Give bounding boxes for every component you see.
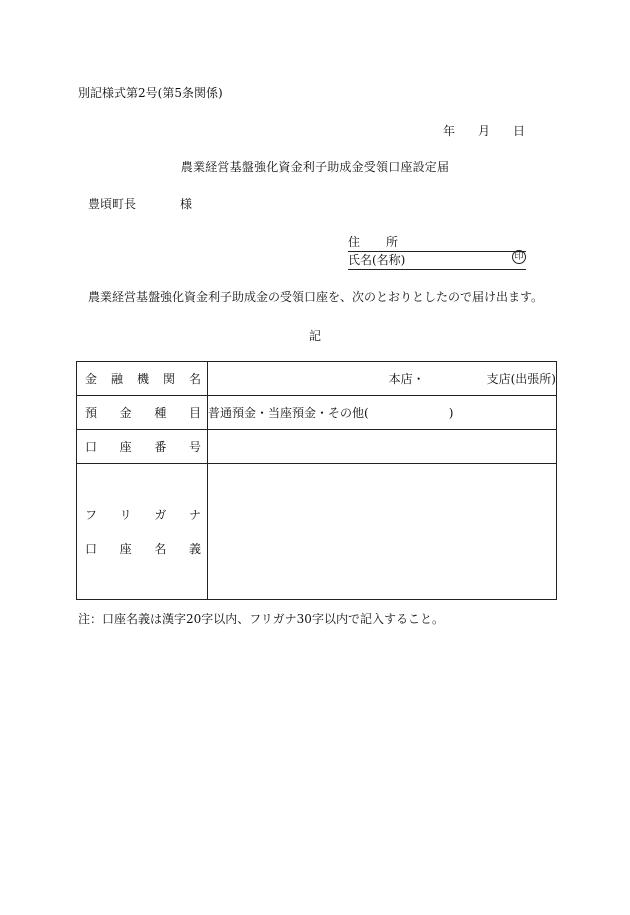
table-row-bank [77,362,557,396]
bank-name-field[interactable] [208,362,557,396]
branch-text: 支店(出張所) [486,372,556,386]
account-name-label [77,464,208,600]
bank-name-label: 金 融 機 関 名 [77,362,208,396]
furigana-label: フ リ ガ ナ [85,508,201,522]
sender-address-field[interactable] [348,233,526,252]
date-day-label: 日 [513,124,526,138]
addressee-name: 豊頃町長 [88,197,137,211]
date-line [443,122,525,139]
deposit-type-options: 普通預金・当座預金・その他( [208,406,369,420]
ki-heading: 記 [308,329,321,343]
table-row-account-name [77,464,557,600]
statement-text: 農業経営基盤強化資金利子助成金の受領口座を、次のとおりとしたので届け出ます。 [88,290,544,304]
footnote: 注：口座名義は漢字20字以内、フリガナ30字以内で記入すること。 [78,612,444,626]
deposit-type-label: 預 金 種 目 [77,396,208,430]
account-number-label: 口 座 番 号 [77,430,208,464]
date-year-label: 年 [443,124,456,138]
account-holder-label: 口 座 名 義 [85,542,201,556]
seal-icon: 印 [512,250,526,264]
table-row-deposit-type [77,396,557,430]
sender-name-label: 氏名(名称) [348,253,406,267]
account-name-field[interactable] [208,464,557,600]
sender-address-label: 住所 [348,235,425,249]
date-month-label: 月 [478,124,491,138]
form-number: 別記様式第2号(第5条関係) [78,86,223,100]
main-branch-text: 本店・ [388,372,425,386]
table-row-account-number [77,430,557,464]
deposit-type-field[interactable] [208,396,557,430]
account-table [76,361,557,600]
deposit-type-close: ) [448,406,454,420]
addressee [88,195,192,212]
sender-name-field[interactable] [348,251,526,270]
form-title: 農業経営基盤強化資金利子助成金受領口座設定届 [180,160,450,174]
addressee-honorific: 様 [180,197,193,211]
account-number-field[interactable] [208,430,557,464]
